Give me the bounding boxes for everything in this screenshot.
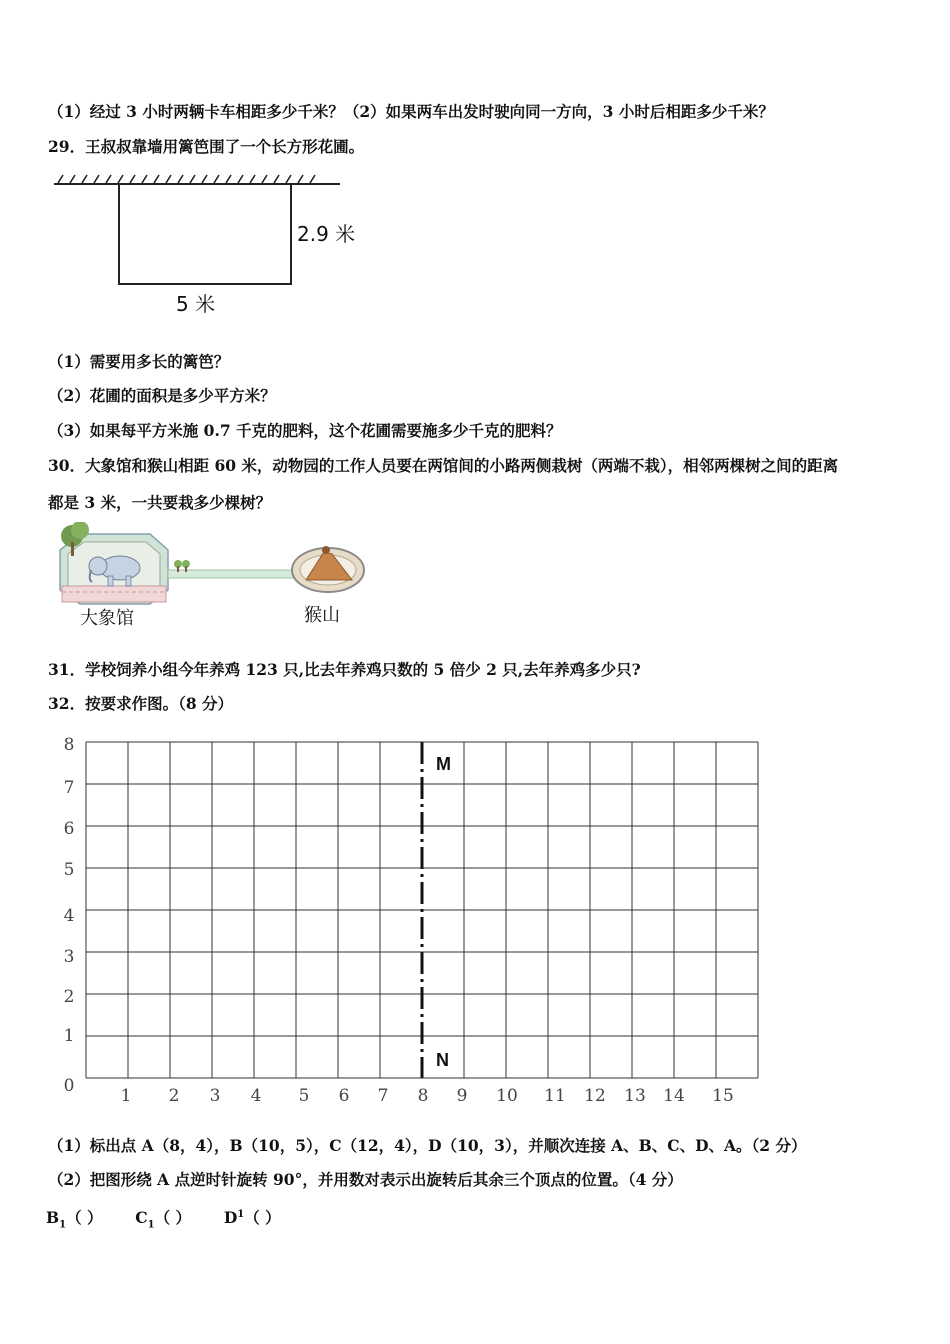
label-n: N bbox=[436, 1050, 449, 1070]
label-m: M bbox=[436, 754, 451, 774]
y-tick: 3 bbox=[63, 947, 75, 967]
x-tick: 8 bbox=[417, 1086, 429, 1106]
garden-width-label: 5 米 bbox=[176, 292, 216, 316]
q32-sub2: （2）把图形绕 A 点逆时针旋转 90°，并用数对表示出旋转后其余三个顶点的位置。（4 分） bbox=[48, 1170, 683, 1189]
x-tick: 1 bbox=[120, 1086, 132, 1106]
path-road bbox=[168, 570, 296, 578]
x-tick: 13 bbox=[624, 1086, 646, 1106]
y-tick: 5 bbox=[63, 860, 75, 880]
q30-line1: 30．大象馆和猴山相距 60 米，动物园的工作人员要在两馆间的小路两侧栽树（两端不栽），相邻两棵树之间的距离 bbox=[48, 456, 839, 475]
x-tick: 7 bbox=[377, 1086, 389, 1106]
wall-hatching bbox=[58, 175, 315, 183]
answer-c-sub: 1 bbox=[147, 1219, 155, 1231]
x-axis-ticks bbox=[121, 1086, 734, 1106]
y-tick: 2 bbox=[63, 987, 75, 1007]
x-tick: 2 bbox=[168, 1086, 180, 1106]
y-axis-ticks bbox=[64, 735, 75, 1096]
answer-b-sub: 1 bbox=[59, 1219, 67, 1231]
x-tick: 9 bbox=[456, 1086, 468, 1106]
monkey-hill-label: 猴山 bbox=[304, 605, 340, 626]
q32-sub1: （1）标出点 A（8，4），B（10，5），C（12，4），D（10，3），并顺次连接 A、B、C、D、A。（2 分） bbox=[48, 1136, 807, 1155]
x-tick: 5 bbox=[298, 1086, 310, 1106]
answer-d-label: D bbox=[223, 1208, 238, 1228]
q28-sub: （1）经过 3 小时两辆卡车相距多少千米？（2）如果两车出发时驶向同一方向，3 小时后相距多少千米？ bbox=[48, 102, 774, 121]
x-tick: 14 bbox=[663, 1086, 685, 1106]
y-tick: 7 bbox=[63, 778, 75, 798]
q29-sub3: （3）如果每平方米施 0.7 千克的肥料，这个花圃需要施多少千克的肥料？ bbox=[48, 421, 562, 440]
elephant-house-wall bbox=[62, 586, 166, 602]
x-tick: 12 bbox=[584, 1086, 606, 1106]
garden-height-label: 2.9 米 bbox=[297, 222, 356, 246]
q32-answer-row bbox=[46, 1205, 281, 1235]
y-tick: 1 bbox=[63, 1026, 75, 1046]
coordinate-grid bbox=[0, 728, 950, 1118]
q32-title: 32．按要求作图。（8 分） bbox=[48, 694, 234, 713]
q29-sub1: （1）需要用多长的篱笆？ bbox=[48, 352, 230, 371]
x-tick: 6 bbox=[338, 1086, 350, 1106]
answer-c-label: C bbox=[135, 1208, 148, 1228]
q30-line2: 都是 3 米，一共要栽多少棵树？ bbox=[48, 493, 272, 512]
answer-b-blank[interactable]: （ ） bbox=[66, 1208, 103, 1228]
elephant-house-label: 大象馆 bbox=[80, 608, 134, 629]
x-tick: 15 bbox=[712, 1086, 734, 1106]
fence-rectangle bbox=[119, 184, 291, 284]
answer-c-blank[interactable]: （ ） bbox=[154, 1208, 192, 1228]
q29-title: 29．王叔叔靠墙用篱笆围了一个长方形花圃。 bbox=[48, 137, 365, 156]
zoo-figure bbox=[50, 522, 370, 612]
x-tick: 11 bbox=[544, 1086, 566, 1106]
y-tick: 0 bbox=[63, 1076, 75, 1096]
y-tick: 4 bbox=[63, 906, 75, 926]
y-tick: 8 bbox=[63, 735, 75, 755]
x-tick: 10 bbox=[496, 1086, 518, 1106]
x-tick: 4 bbox=[250, 1086, 262, 1106]
y-tick: 6 bbox=[63, 819, 75, 839]
answer-d-sup: 1 bbox=[237, 1209, 245, 1220]
x-tick: 3 bbox=[209, 1086, 221, 1106]
answer-b-label: B bbox=[46, 1208, 60, 1228]
q29-sub2: （2）花圃的面积是多少平方米？ bbox=[48, 386, 276, 405]
answer-d-blank[interactable]: （ ） bbox=[244, 1208, 281, 1228]
q31-text: 31．学校饲养小组今年养鸡 123 只,比去年养鸡只数的 5 倍少 2 只,去年养鸡多少只? bbox=[48, 660, 641, 679]
